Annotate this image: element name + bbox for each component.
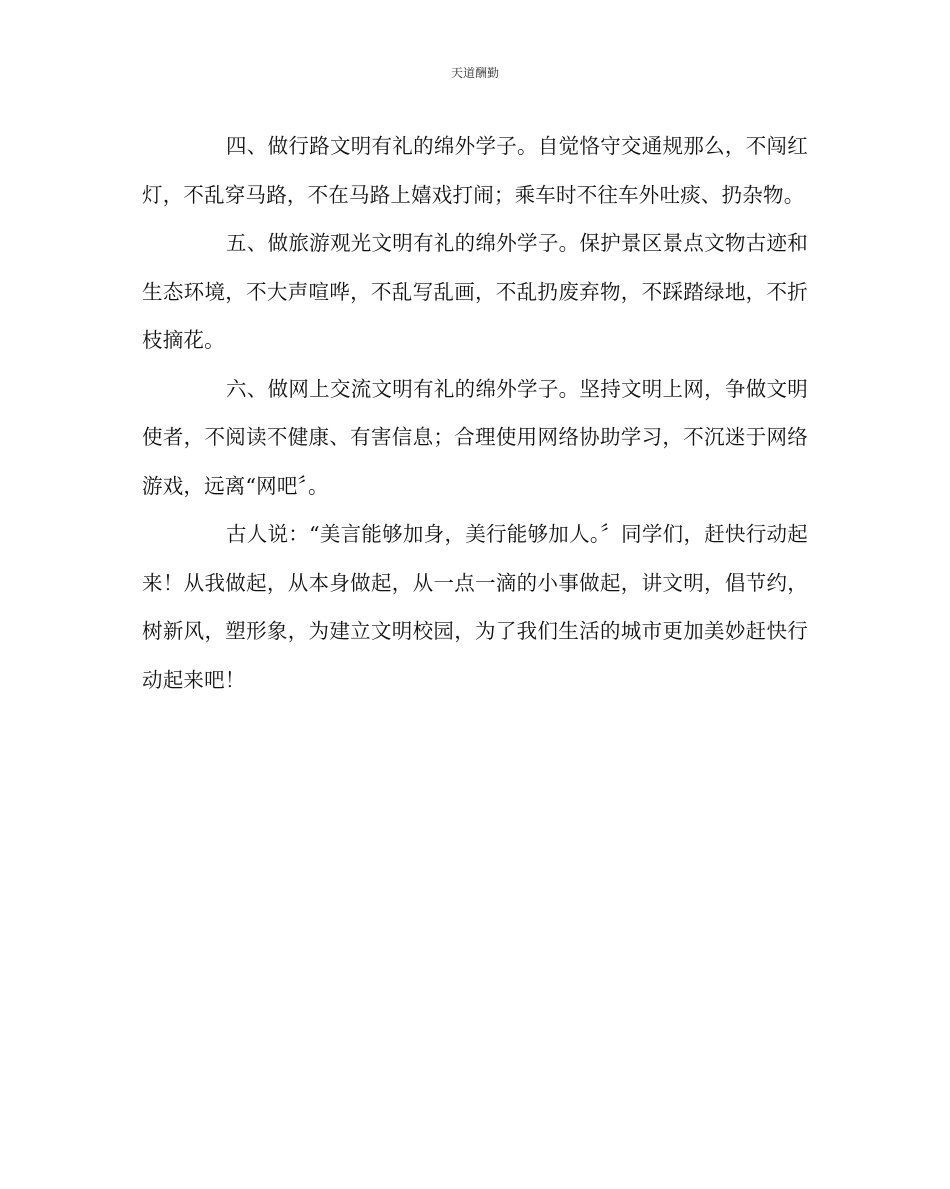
paragraph-internet: 六、做网上交流文明有礼的绵外学子。坚持文明上网，争做文明使者，不阅读不健康、有害信息；合理使用网络协助学习，不沉迷于网络游戏，远离“网吧〞。 [142, 376, 808, 498]
paragraph-tourism: 五、做旅游观光文明有礼的绵外学子。保护景区景点文物古迹和生态环境，不大声喧哗，不乱写乱画，不乱扔废弃物，不踩踏绿地，不折枝摘花。 [142, 231, 808, 352]
page-header: 天道酬勤 [450, 66, 499, 80]
paragraph-traffic: 四、做行路文明有礼的绵外学子。自觉恪守交通规那么，不闯红灯，不乱穿马路，不在马路上嬉戏打闹；乘车时不往车外吐痰、扔杂物。 [142, 134, 808, 207]
paragraph-closing: 古人说：“美言能够加身，美行能够加人。〞同学们，赶快行动起来！从我做起，从本身做起，从一点一滴的小事做起，讲文明，倡节约，树新风，塑形象，为建立文明校园，为了我们生活的城市更加美妙赶快行动起来吧！ [142, 522, 808, 692]
document-body [142, 122, 808, 704]
